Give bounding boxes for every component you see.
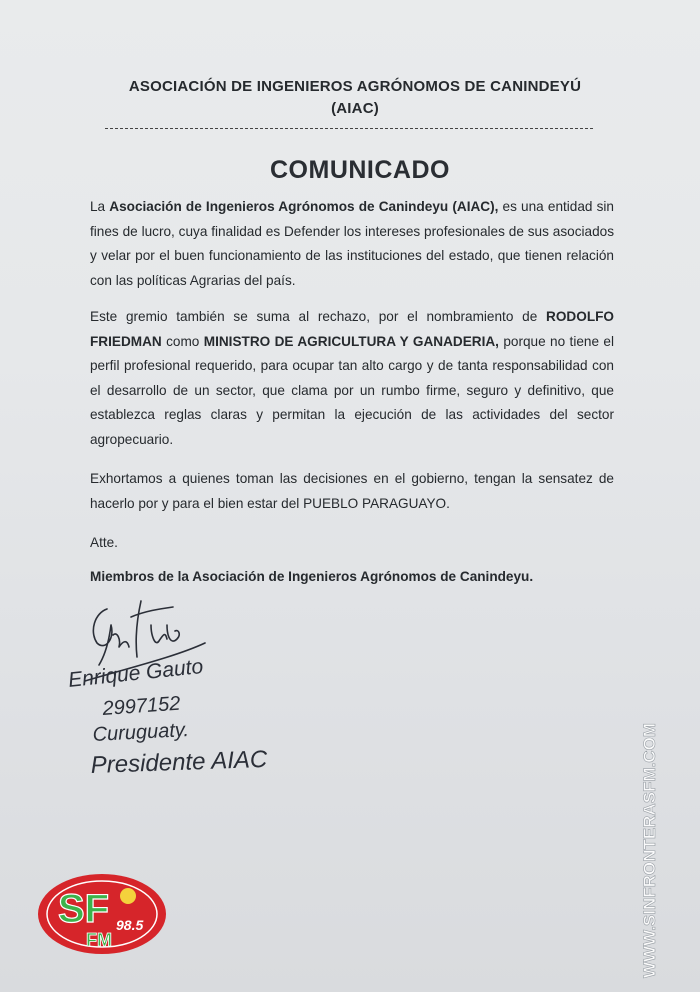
header-acronym: (AIAC): [331, 100, 379, 117]
watermark-text: WWW.SINFRONTERASFM.COM: [640, 723, 659, 978]
header-organization: ASOCIACIÓN DE INGENIEROS AGRÓNOMOS DE CANINDEYÚ: [128, 78, 582, 95]
logo-fm: FM: [86, 930, 112, 950]
document-header: [60, 76, 650, 120]
signature-place: Curuguaty.: [92, 718, 190, 746]
person-name: RODOLFO FRIEDMAN: [90, 309, 614, 349]
paragraph-text: porque no tiene el perfil profesional requerido, para ocupar tan alto cargo y de tanta responsabilidad con el desarrollo de un sector, que clama por un rumbo firme, seguro y definitivo, que establezca reglas claras y permitan la ejecución de las actividades del sector agropecuario.: [90, 333, 615, 447]
closing-text: Atte.: [90, 535, 118, 550]
ministry-title: MINISTRO DE AGRICULTURA Y GANADERIA,: [203, 333, 499, 349]
document-title: COMUNICADO: [270, 156, 450, 184]
signature-name: Enrique Gauto: [67, 654, 205, 692]
signature-id: 2997152: [101, 692, 182, 720]
sun-icon: [120, 888, 136, 904]
paragraph-text: como: [161, 333, 204, 349]
paragraph-text: Este gremio también se suma al rechazo, por el nombramiento de: [90, 309, 547, 324]
radio-logo: [36, 872, 168, 956]
paragraph-intro: [90, 195, 614, 293]
logo-letters: SF: [58, 887, 110, 931]
organization-name: Asociación de Ingenieros Agrónomos de Canindeyu (AIAC),: [109, 199, 499, 214]
signoff-text: Miembros de la Asociación de Ingenieros Agrónomos de Canindeyu.: [90, 569, 534, 584]
handwritten-signature: [55, 595, 315, 785]
signature-role: Presidente AIAC: [90, 745, 268, 779]
paragraph-text: La: [90, 199, 110, 214]
paragraph-exhortation: Exhortamos a quienes toman las decisiones en el gobierno, tengan la sensatez de hacerlo por y para el bien estar del PUEBLO PARAGUAYO.: [90, 471, 614, 511]
header-divider: [105, 128, 593, 129]
paragraph-rejection: [90, 305, 614, 452]
logo-frequency: 98.5: [116, 917, 144, 933]
website-watermark: [632, 700, 662, 980]
paragraph-text: es una entidad sin fines de lucro, cuya finalidad es Defender los intereses profesionales de sus asociados y velar por el buen funcionamiento de las instituciones del estado, que tienen relación con las políticas Agrarias del país.: [90, 199, 614, 288]
